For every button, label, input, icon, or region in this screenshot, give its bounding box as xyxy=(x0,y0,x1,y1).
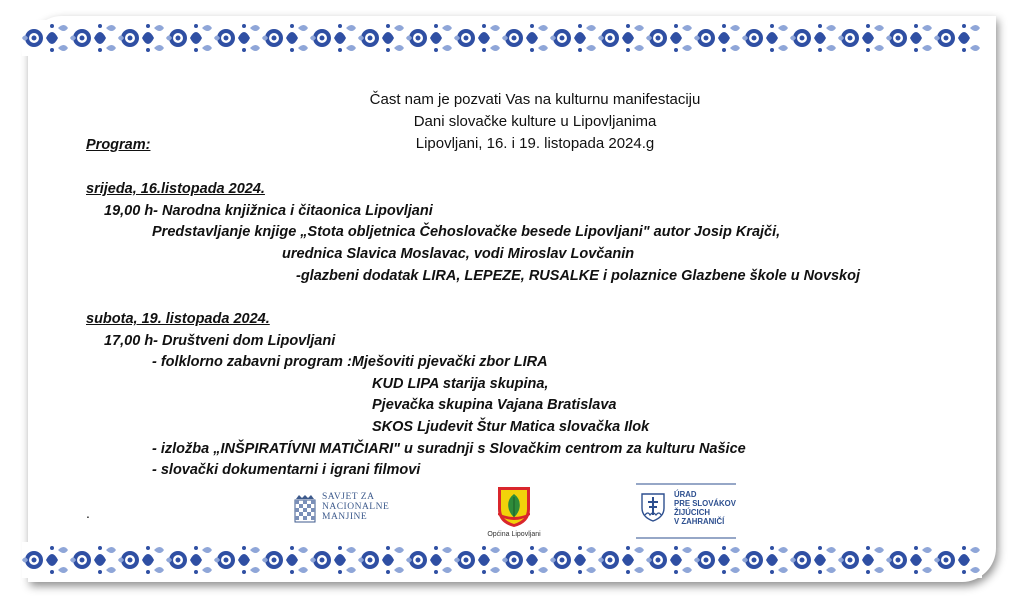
savjet-line-2: NACIONALNE xyxy=(322,502,390,512)
header-line-1: Čast nam je pozvati Vas na kulturnu manifestaciju xyxy=(369,91,701,108)
croatian-checkerboard-icon xyxy=(294,494,316,524)
urad-line-2: PRE SLOVÁKOV xyxy=(674,499,736,508)
urad-line-4: V ZAHRANIČÍ xyxy=(674,517,725,526)
program-label: Program: xyxy=(86,137,151,153)
day2-folk-item-2: KUD LIPA starija skupina, xyxy=(372,376,549,392)
urad-line-1: ÚRAD xyxy=(674,490,697,499)
day1-time-place: 19,00 h- Narodna knjižnica i čitaonica Lipovljani xyxy=(104,203,433,219)
opcina-label: Općina Lipovljani xyxy=(487,531,541,538)
day2-time-place: 17,00 h- Društveni dom Lipovljani xyxy=(104,333,336,349)
urad-logo xyxy=(632,482,740,542)
savjet-line-1: SAVJET ZA xyxy=(322,492,375,502)
header-line-3: Lipovljani, 16. i 19. listopada 2024.g xyxy=(415,135,655,152)
day2-folk-program: - folklorno zabavni program :Mješoviti pjevački zbor LIRA xyxy=(152,354,548,370)
stray-dot: . xyxy=(86,505,90,521)
urad-line-3: ŽIJÚCICH xyxy=(674,508,710,517)
day1-date: srijeda, 16.listopada 2024. xyxy=(86,181,265,197)
oak-leaf-crest-icon xyxy=(494,485,534,529)
day2-films: - slovački dokumentarni i igrani filmovi xyxy=(152,462,421,478)
bottom-folk-ornament-border xyxy=(22,542,982,578)
savjet-logo xyxy=(292,492,404,526)
day2-folk-item-3: Pjevačka skupina Vajana Bratislava xyxy=(372,397,617,413)
day1-book-line: Predstavljanje knjige „Stota obljetnica Čehoslovačke besede Lipovljani" autor Josip Krajči, xyxy=(152,224,781,240)
savjet-line-3: MANJINE xyxy=(322,512,368,522)
day2-date: subota, 19. listopada 2024. xyxy=(86,311,270,327)
top-folk-ornament-border xyxy=(22,20,982,56)
day1-music-line: -glazbeni dodatak LIRA, LEPEZE, RUSALKE i polaznice Glazbene škole u Novskoj xyxy=(296,268,860,284)
day2-exhibit: - izložba „INŠPIRATÍVNI MATIČIARI" u suradnji s Slovačkim centrom za kulturu Našice xyxy=(152,441,746,457)
header-line-2: Dani slovačke kulture u Lipovljanima xyxy=(413,113,657,130)
day1-editor-line: urednica Slavica Moslavac, vodi Miroslav Lovčanin xyxy=(282,246,635,262)
opcina-logo xyxy=(476,485,552,543)
day2-folk-item-4: SKOS Ljudevit Štur Matica slovačka Ilok xyxy=(372,419,650,435)
